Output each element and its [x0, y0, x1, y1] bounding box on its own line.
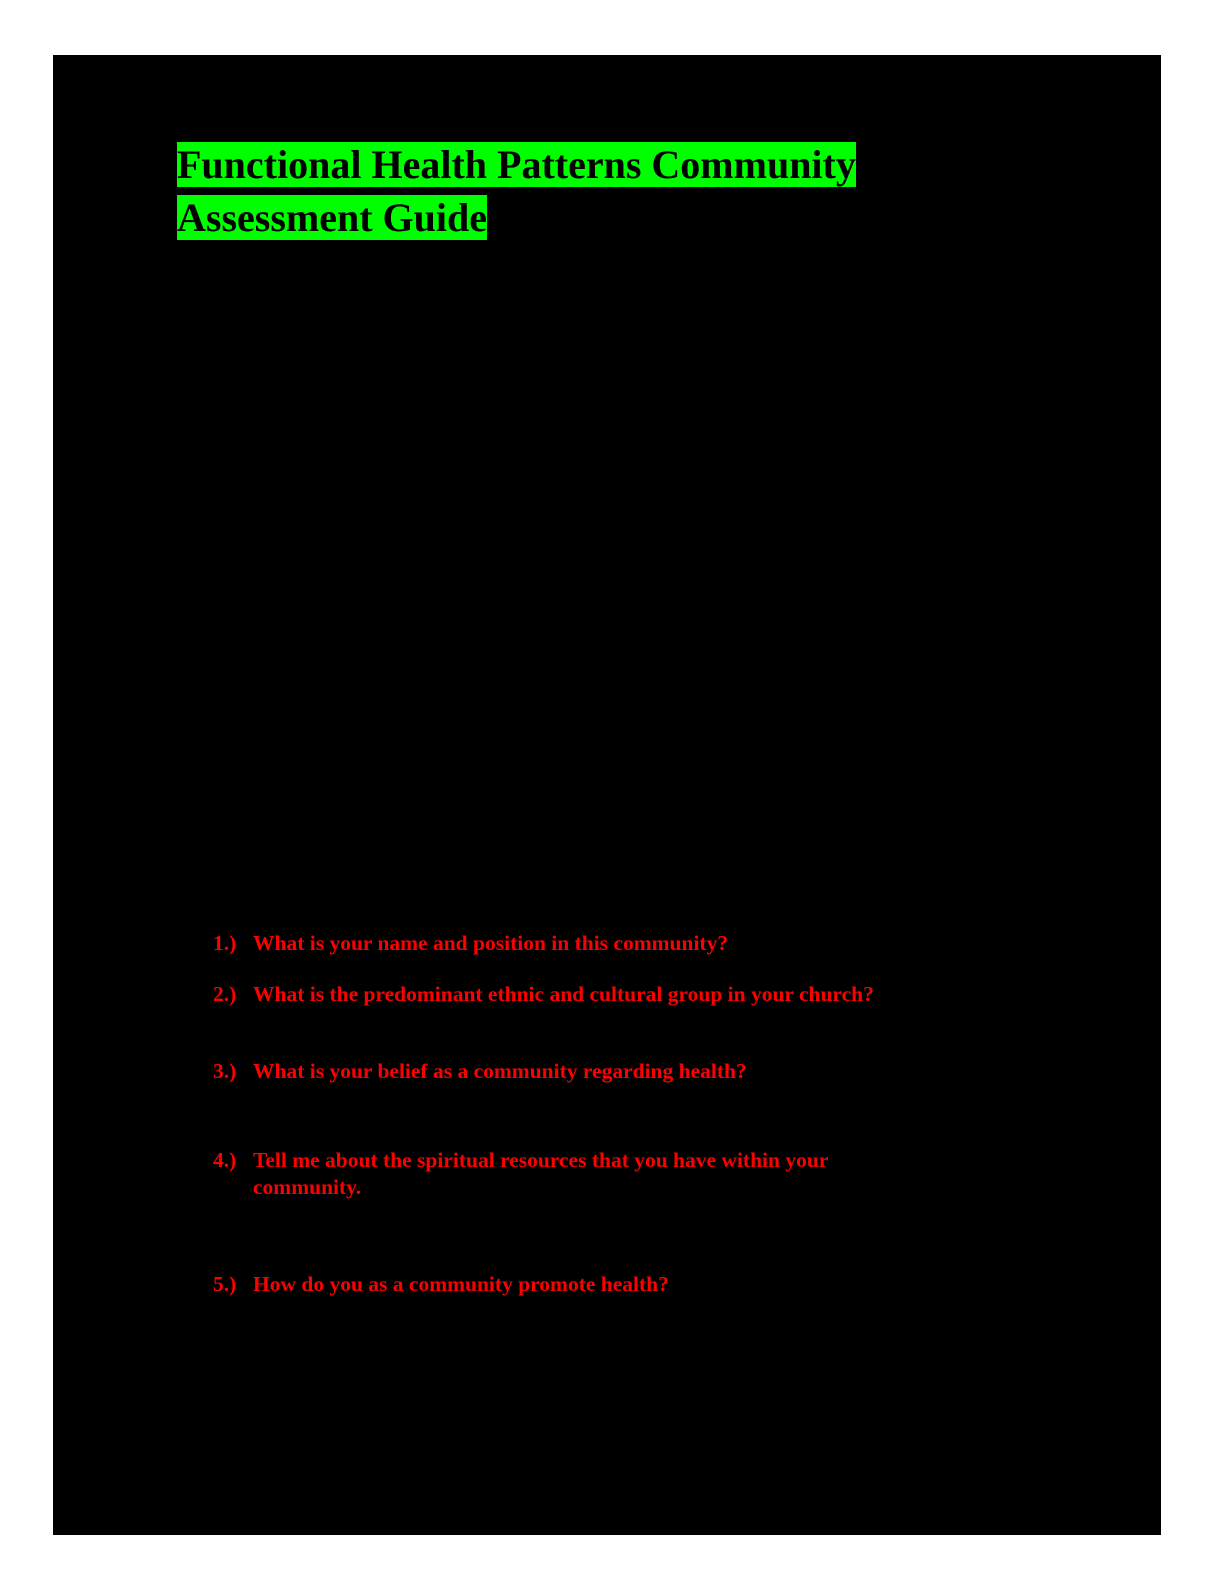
- question-text: How do you as a community promote health?: [253, 1272, 669, 1296]
- question-number: 2.): [213, 982, 237, 1006]
- list-item: [213, 1147, 1093, 1201]
- spacer: [213, 1201, 1093, 1271]
- question-number: 3.): [213, 1059, 237, 1083]
- question-number: 5.): [213, 1272, 237, 1296]
- question-number: 1.): [213, 931, 237, 955]
- list-item: [213, 930, 1093, 957]
- page-title: [177, 140, 997, 243]
- title-line-2-text: Assessment Guide: [177, 195, 488, 240]
- question-text: What is the predominant ethnic and cultural group in your church?: [253, 982, 874, 1006]
- list-item: [213, 1058, 1093, 1085]
- question-text: Tell me about the spiritual resources that you have within your community.: [253, 1148, 828, 1199]
- title-line-2: [177, 193, 997, 243]
- title-line-1-text: Functional Health Patterns Community: [177, 142, 856, 187]
- document-page: [53, 55, 1161, 1535]
- question-text: What is your belief as a community regarding health?: [253, 1059, 747, 1083]
- spacer: [213, 957, 1093, 981]
- question-list: [213, 930, 1093, 1298]
- list-item: [213, 1271, 1093, 1298]
- spacer: [213, 1085, 1093, 1147]
- list-item: [213, 981, 1093, 1008]
- title-line-1: [177, 140, 997, 190]
- spacer: [213, 1008, 1093, 1058]
- question-text: What is your name and position in this community?: [253, 931, 729, 955]
- question-number: 4.): [213, 1148, 237, 1172]
